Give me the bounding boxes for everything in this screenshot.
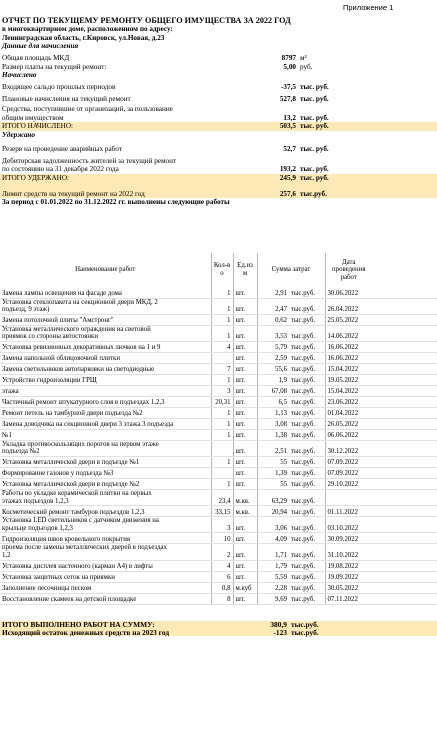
table-row <box>0 479 437 490</box>
works-body <box>0 287 437 604</box>
work-unit: шт. <box>233 533 257 544</box>
work-unit: шт. <box>233 385 257 396</box>
rate-label: Размер платы на текущий ремонт: <box>2 62 107 71</box>
work-currency: тыс.руб. <box>289 468 325 479</box>
work-name <box>0 374 211 385</box>
work-currency: тыс.руб. <box>289 363 325 374</box>
planned-label: Плановые начисления на текущий ремонт <box>2 95 131 103</box>
row-spacer <box>372 490 437 506</box>
row-spacer <box>372 571 437 582</box>
work-currency: тыс.руб. <box>289 396 325 407</box>
row-spacer <box>372 385 437 396</box>
row-spacer <box>372 506 437 517</box>
work-name <box>0 440 211 456</box>
work-qty: 1 <box>211 325 233 341</box>
work-name <box>0 396 211 407</box>
row-spacer <box>372 314 437 325</box>
work-name-line: приямок со стороны автостоянки <box>2 333 98 341</box>
planned-unit: тыс. руб. <box>300 95 329 103</box>
work-unit: шт. <box>233 325 257 341</box>
work-currency: тыс.руб. <box>289 385 325 396</box>
work-sum: 1,39 <box>257 468 289 479</box>
row-spacer <box>372 468 437 479</box>
work-name <box>0 560 211 571</box>
work-name <box>0 429 211 440</box>
work-name-line: Замена напольной облицовочной плитки <box>2 355 120 363</box>
work-unit: шт. <box>233 468 257 479</box>
work-qty: 1 <box>211 298 233 314</box>
work-sum: 9,69 <box>257 593 289 604</box>
work-date: 07.11.2022 <box>325 593 372 604</box>
work-qty: 4 <box>211 560 233 571</box>
work-date: 23.06.2022 <box>325 396 372 407</box>
done-value: 380,9 <box>270 620 287 630</box>
work-unit: шт. <box>233 314 257 325</box>
row-spacer <box>372 418 437 429</box>
work-name <box>0 287 211 298</box>
col-unit-header: Ед.изм <box>233 253 257 287</box>
row-spacer <box>372 396 437 407</box>
balance-unit: тыс.руб. <box>291 627 319 637</box>
table-row <box>0 341 437 352</box>
work-name <box>0 533 211 544</box>
table-row <box>0 314 437 325</box>
work-currency: тыс.руб. <box>289 418 325 429</box>
work-unit: шт. <box>233 593 257 604</box>
address-line-2: Ленинградская область, г.Кировск, ул.Новая, д.23 <box>2 33 165 42</box>
funds-value: 13,2 <box>283 113 296 122</box>
work-name <box>0 517 211 533</box>
work-name <box>0 593 211 604</box>
work-date: 06.06.2022 <box>325 429 372 440</box>
work-qty: 23,4 <box>211 490 233 506</box>
limit-label: Лимит средств на текущий ремонт на 2022 год <box>2 189 145 198</box>
work-sum: 6,5 <box>257 396 289 407</box>
reserve-unit: тыс. руб. <box>300 144 329 153</box>
done-label: ИТОГО ВЫПОЛНЕНО РАБОТ НА СУММУ: <box>2 620 155 630</box>
work-unit: шт. <box>233 298 257 314</box>
work-unit: м.кв. <box>233 506 257 517</box>
work-sum: 3,08 <box>257 418 289 429</box>
work-date: 25.05.2022 <box>325 314 372 325</box>
work-qty <box>211 468 233 479</box>
work-name <box>0 506 211 517</box>
work-sum: 0,62 <box>257 314 289 325</box>
work-sum: 1,13 <box>257 407 289 418</box>
work-qty: 0,8 <box>211 582 233 593</box>
work-unit: шт. <box>233 374 257 385</box>
work-sum: 1,71 <box>257 544 289 560</box>
table-row <box>0 298 437 314</box>
work-date: 16.06.2022 <box>325 341 372 352</box>
work-unit: шт. <box>233 479 257 490</box>
work-qty: 1 <box>211 457 233 468</box>
work-unit: шт. <box>233 544 257 560</box>
total-withheld-value: 245,9 <box>279 173 296 182</box>
work-qty: 1 <box>211 314 233 325</box>
work-name <box>0 352 211 363</box>
table-row <box>0 457 437 468</box>
work-sum: 5,59 <box>257 571 289 582</box>
work-currency: тыс.руб. <box>289 517 325 533</box>
row-spacer <box>372 325 437 341</box>
debt-unit: тыс. руб. <box>300 165 329 173</box>
balance-row <box>0 629 437 637</box>
table-row <box>0 533 437 544</box>
col-qty-header: Кол-во <box>211 253 233 287</box>
rate-value: 5,00 <box>283 62 296 71</box>
work-name-line: этажа <box>2 388 19 396</box>
work-date: 15.04.2022 <box>325 363 372 374</box>
work-unit: шт. <box>233 352 257 363</box>
work-currency: тыс.руб. <box>289 407 325 418</box>
table-row <box>0 506 437 517</box>
work-name-line: Установка LED светильников с датчиком движения на <box>2 517 159 525</box>
table-row <box>0 490 437 506</box>
work-currency: тыс.руб. <box>289 544 325 560</box>
col-name-header: Наименование работ <box>0 253 211 287</box>
total-withheld-label: ИТОГО УДЕРЖАНО: <box>2 173 70 182</box>
opening-unit: тыс. руб. <box>300 83 329 91</box>
work-date: 19.08.2022 <box>325 560 372 571</box>
funds-unit: тыс. руб. <box>300 113 329 122</box>
work-date: 14.06.2022 <box>325 325 372 341</box>
area-unit: м² <box>300 54 307 62</box>
work-name <box>0 490 211 506</box>
work-currency: тыс.руб. <box>289 457 325 468</box>
work-name-line: Установка защитных сеток на приямки <box>2 574 115 582</box>
work-name <box>0 385 211 396</box>
limit-value: 257,6 <box>279 189 296 198</box>
table-row <box>0 374 437 385</box>
work-date: 31.10.2022 <box>325 544 372 560</box>
work-unit: шт. <box>233 363 257 374</box>
section-data: Данные для начисления <box>2 42 79 50</box>
work-qty: 1 <box>211 287 233 298</box>
work-sum: 5,79 <box>257 341 289 352</box>
work-sum: 2,47 <box>257 298 289 314</box>
work-unit: м.кв. <box>233 490 257 506</box>
row-spacer <box>372 440 437 456</box>
work-name-line: Работы по укладке керамической плитки на первых <box>2 490 152 498</box>
work-name-line: Замена доводчика на секционной двери 3 этажа 3 подъезда <box>2 421 174 429</box>
work-sum: 2,28 <box>257 582 289 593</box>
work-sum: 2,51 <box>257 440 289 456</box>
work-name-line: Частичный ремонт штукатурного слоя в подъездах 1,2,3 <box>2 399 165 407</box>
done-unit: тыс.руб. <box>291 620 319 630</box>
work-currency: тыс.руб. <box>289 582 325 593</box>
rate-unit: руб. <box>300 62 313 71</box>
work-currency: тыс.руб. <box>289 352 325 363</box>
work-currency: тыс.руб. <box>289 560 325 571</box>
work-name-line: Заполнение песочницы песком <box>2 585 92 593</box>
work-date: 30.05.2022 <box>325 582 372 593</box>
reserve-label: Резерв на проведение аварийных работ <box>2 144 122 153</box>
table-row <box>0 593 437 604</box>
work-unit: шт. <box>233 407 257 418</box>
period-line: За период с 01.01.2022 по 31.12.2022 гг. выполнены следующие работы <box>2 198 230 206</box>
work-name-line: подъезда №2 <box>2 448 40 456</box>
row-spacer <box>372 593 437 604</box>
work-qty: 1 <box>211 479 233 490</box>
row-spacer <box>372 533 437 544</box>
row-spacer <box>372 517 437 533</box>
row-spacer <box>372 582 437 593</box>
work-date: 07.09.2022 <box>325 468 372 479</box>
work-name <box>0 571 211 582</box>
table-row <box>0 363 437 374</box>
work-currency: тыс.руб. <box>289 440 325 456</box>
col-date-header: Дата проведения работ <box>332 258 366 281</box>
col-sum-header: Сумма затрат <box>257 253 325 287</box>
work-date: 30.06.2022 <box>325 287 372 298</box>
work-qty: 1 <box>211 429 233 440</box>
work-unit: шт. <box>233 287 257 298</box>
opening-label: Входящее сальдо прошлых периодов <box>2 83 116 91</box>
work-unit: шт. <box>233 429 257 440</box>
table-row <box>0 385 437 396</box>
table-row <box>0 407 437 418</box>
work-date <box>325 490 372 506</box>
works-header-row <box>0 253 437 287</box>
work-name-line: Замена светильников автопарковки на светодиодные <box>2 366 155 374</box>
work-qty <box>211 352 233 363</box>
funds-label-1: Средства, поступившие от организаций, за пользование <box>2 105 173 113</box>
address-line-1: в многоквартирном доме, расположенном по адресу: <box>2 25 173 33</box>
section-withheld: Удержано <box>2 130 36 139</box>
work-name <box>0 457 211 468</box>
work-sum: 2,59 <box>257 352 289 363</box>
row-spacer <box>372 374 437 385</box>
debt-label-1: Дебиторская задолженность жителей за текущий ремонт <box>2 156 177 165</box>
work-date: 03.10.2022 <box>325 517 372 533</box>
work-date: 19.09.2022 <box>325 571 372 582</box>
work-currency: тыс.руб. <box>289 341 325 352</box>
work-currency: тыс.руб. <box>289 490 325 506</box>
work-currency: тыс.руб. <box>289 374 325 385</box>
work-name-line: Установка металлического ограждения на световой <box>2 325 151 333</box>
work-qty: 8 <box>211 593 233 604</box>
table-row <box>0 418 437 429</box>
work-name-line: Формирование газонов у подъезда №3 <box>2 470 114 478</box>
work-date: 16.06.2022 <box>325 352 372 363</box>
work-name-line: этажах подъездов 1,2,3 <box>2 497 69 505</box>
work-currency: тыс.руб. <box>289 533 325 544</box>
work-currency: тыс.руб. <box>289 479 325 490</box>
work-qty: 6 <box>211 571 233 582</box>
work-name-line: 1,2 <box>2 552 11 560</box>
work-name-line: проема после замены металлических дверей в подъездах <box>2 544 167 552</box>
work-qty: 10 <box>211 533 233 544</box>
work-sum: 67,08 <box>257 385 289 396</box>
table-row <box>0 287 437 298</box>
opening-value: -37,5 <box>281 83 296 91</box>
funds-label-2: общим имуществом <box>2 113 64 122</box>
work-unit: шт. <box>233 457 257 468</box>
work-sum: 1,79 <box>257 560 289 571</box>
work-currency: тыс.руб. <box>289 314 325 325</box>
work-sum: 55,6 <box>257 363 289 374</box>
work-qty: 7 <box>211 363 233 374</box>
work-date: 30.12.2022 <box>325 440 372 456</box>
total-accrued-value: 503,5 <box>279 122 296 130</box>
row-spacer <box>372 560 437 571</box>
work-sum: 3,53 <box>257 325 289 341</box>
work-qty <box>211 440 233 456</box>
work-qty: 4 <box>211 341 233 352</box>
work-sum: 3,06 <box>257 517 289 533</box>
planned-value: 527,8 <box>279 95 296 103</box>
row-spacer <box>372 407 437 418</box>
work-name <box>0 468 211 479</box>
work-unit: шт. <box>233 396 257 407</box>
work-date: 01.11.2022 <box>325 506 372 517</box>
total-withheld-unit: тыс. руб. <box>300 173 329 182</box>
work-name-line: подъезд, 9 этаж) <box>2 306 50 314</box>
table-row <box>0 325 437 341</box>
row-spacer <box>372 457 437 468</box>
table-row <box>0 429 437 440</box>
appendix-label: Приложение 1 <box>343 3 394 12</box>
work-name-line: Гидроизоляция швов кровельного покрытия <box>2 535 131 543</box>
work-qty: 33,15 <box>211 506 233 517</box>
work-sum: 4,09 <box>257 533 289 544</box>
work-currency: тыс.руб. <box>289 298 325 314</box>
work-qty: 2 <box>211 544 233 560</box>
work-name <box>0 544 211 560</box>
work-name-line: Установка металлической двери в подъезде №1 <box>2 459 140 467</box>
row-spacer <box>372 341 437 352</box>
row-spacer <box>372 544 437 560</box>
balance-label: Исходящий остаток денежных средств на 2023 год <box>2 627 170 637</box>
table-row <box>0 560 437 571</box>
work-sum: 63,29 <box>257 490 289 506</box>
work-unit: шт. <box>233 560 257 571</box>
work-unit: шт. <box>233 517 257 533</box>
work-currency: тыс.руб. <box>289 506 325 517</box>
work-name-line: Ремонт петель на тамбурной двери подъезда №2 <box>2 410 143 418</box>
row-spacer <box>372 429 437 440</box>
row-spacer <box>372 363 437 374</box>
work-unit: шт. <box>233 440 257 456</box>
work-name <box>0 341 211 352</box>
work-name <box>0 418 211 429</box>
work-name-line: №1 <box>2 432 12 440</box>
work-qty: 3 <box>211 385 233 396</box>
work-sum: 2,91 <box>257 287 289 298</box>
work-date: 26.04.2022 <box>325 298 372 314</box>
limit-unit: тыс.руб. <box>300 189 327 198</box>
table-row <box>0 468 437 479</box>
work-name-line: Устройство гидроизоляции ГРЩ <box>2 377 97 385</box>
work-name-line: Установка ревизионных декоративных лючков на 1 и 9 <box>2 344 161 352</box>
work-sum: 1,9 <box>257 374 289 385</box>
work-currency: тыс.руб. <box>289 571 325 582</box>
work-qty: 1 <box>211 374 233 385</box>
work-name-line: Установка металлической двери в подъезде №2 <box>2 481 140 489</box>
row-spacer <box>372 352 437 363</box>
work-date: 30.09.2022 <box>325 533 372 544</box>
work-unit: м.куб <box>233 582 257 593</box>
table-row <box>0 517 437 533</box>
work-currency: тыс.руб. <box>289 593 325 604</box>
work-date: 19.05.2022 <box>325 374 372 385</box>
work-date: 01.04.2022 <box>325 407 372 418</box>
works-table <box>0 253 437 636</box>
row-spacer <box>372 479 437 490</box>
reserve-value: 52,7 <box>283 144 296 153</box>
work-sum: 20,94 <box>257 506 289 517</box>
work-currency: тыс.руб. <box>289 287 325 298</box>
total-accrued-unit: тыс. руб. <box>300 122 329 130</box>
area-label: Общая площадь МКД <box>2 54 70 62</box>
table-row <box>0 352 437 363</box>
work-name-line: крыльце подъездов 1,2,3 <box>2 524 73 532</box>
work-date: 26.05.2022 <box>325 418 372 429</box>
work-unit: шт. <box>233 341 257 352</box>
table-row <box>0 582 437 593</box>
table-row <box>0 544 437 560</box>
work-date: 29.10.2022 <box>325 479 372 490</box>
work-name-line: Замена лампы освещения на фасаде дома <box>2 289 122 297</box>
section-accrued: Начислено <box>2 71 37 79</box>
work-name <box>0 314 211 325</box>
table-row <box>0 396 437 407</box>
work-sum: 55 <box>257 457 289 468</box>
row-spacer <box>372 298 437 314</box>
table-row <box>0 440 437 456</box>
work-qty: 1 <box>211 407 233 418</box>
work-name <box>0 582 211 593</box>
table-row <box>0 571 437 582</box>
work-name-line: Установка стеклопакета на секционной двери МКД, 2 <box>2 298 158 306</box>
work-qty: 3 <box>211 517 233 533</box>
row-spacer <box>372 287 437 298</box>
work-date: 07.09.2022 <box>325 457 372 468</box>
work-currency: тыс.руб. <box>289 325 325 341</box>
area-value: 8797 <box>281 54 296 62</box>
work-qty: 20,31 <box>211 396 233 407</box>
work-name-line: Установка дисплея настенного (карман А4) в лифты <box>2 563 153 571</box>
work-name <box>0 407 211 418</box>
work-qty: 1 <box>211 418 233 429</box>
work-currency: тыс.руб. <box>289 429 325 440</box>
work-name-line: Восстановление скамеек на детской площадке <box>2 596 137 604</box>
work-name-line: Укладка противоскользящих порогов на первом этаже <box>2 440 159 448</box>
work-name-line: Замена потолочной плиты "Амстронг" <box>2 317 114 325</box>
work-name <box>0 325 211 341</box>
work-unit: шт. <box>233 418 257 429</box>
work-unit: шт. <box>233 571 257 582</box>
report-title: ОТЧЕТ ПО ТЕКУЩЕМУ РЕМОНТУ ОБЩЕГО ИМУЩЕСТВА ЗА 2022 ГОД <box>2 15 291 25</box>
work-name <box>0 298 211 314</box>
debt-label-2: по состоянию на 31 декабря 2022 года <box>2 165 119 173</box>
work-name-line: Косметический ремонт тамбуров подъездов 1,2,3 <box>2 508 145 516</box>
balance-value: -123 <box>273 627 287 637</box>
work-sum: 55 <box>257 479 289 490</box>
work-name <box>0 479 211 490</box>
work-name <box>0 363 211 374</box>
debt-value: 193,2 <box>279 165 296 173</box>
work-sum: 1,38 <box>257 429 289 440</box>
summary-table <box>0 12 437 207</box>
total-accrued-label: ИТОГО НАЧИСЛЕНО: <box>2 122 74 130</box>
work-date: 15.04.2022 <box>325 385 372 396</box>
